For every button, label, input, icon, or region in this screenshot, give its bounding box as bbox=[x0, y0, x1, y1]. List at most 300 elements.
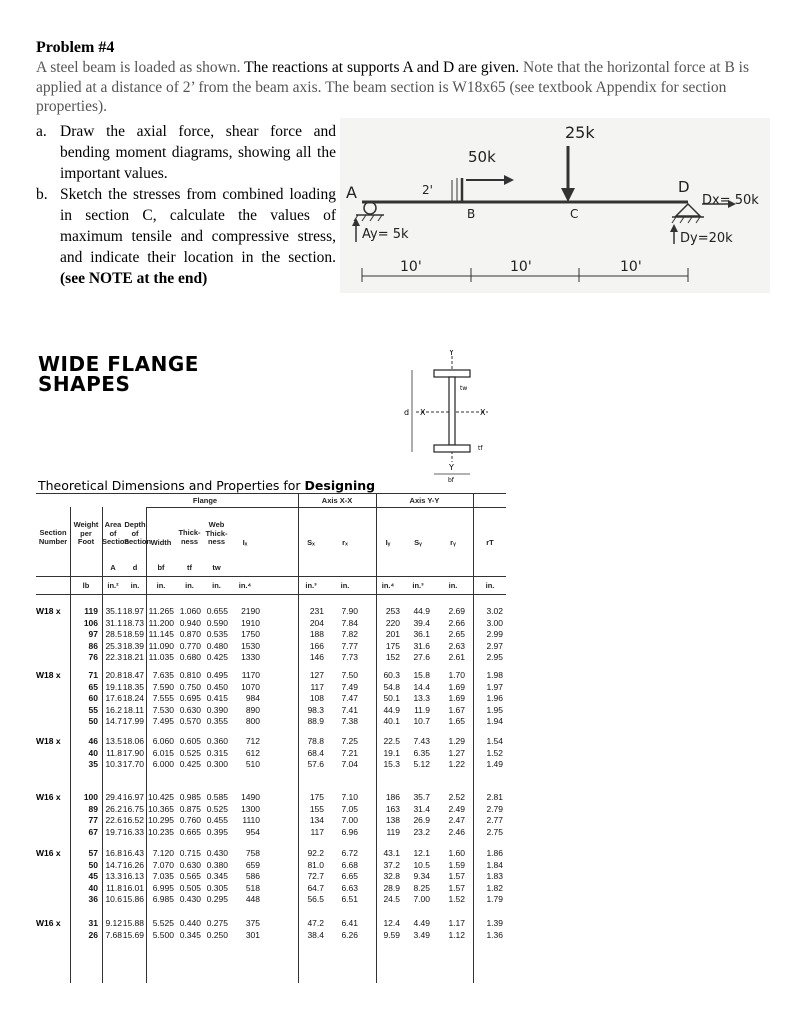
cell-rt: 1.96 bbox=[486, 693, 503, 703]
cell-flange-thickness: 0.940 bbox=[179, 617, 201, 628]
cell-area: 26.2 bbox=[105, 803, 122, 814]
cell-weight: 119 bbox=[84, 606, 98, 616]
cell-rt: 2.99 bbox=[486, 629, 503, 639]
cell-rx: 6.26 bbox=[341, 929, 358, 940]
unit-ix: in.⁴ bbox=[238, 581, 252, 590]
cell-sx: 47.2 bbox=[307, 918, 324, 928]
cell-rt: 1.83 bbox=[486, 871, 503, 881]
cell-area: 31.1 bbox=[105, 617, 122, 628]
cell-iy: 44.9 bbox=[383, 704, 400, 715]
cell-rt: 2.95 bbox=[486, 652, 503, 662]
cell-ry: 1.57 bbox=[448, 882, 465, 893]
cell-sy: 7.43 bbox=[413, 736, 430, 746]
cell-rx: 7.25 bbox=[341, 736, 358, 746]
cell-sx: 72.7 bbox=[307, 871, 324, 881]
cell-ix: 1530 bbox=[241, 640, 260, 651]
cell-web-thickness: 0.495 bbox=[206, 670, 228, 680]
cell-width: 11.090 bbox=[148, 640, 174, 651]
cell-width: 6.015 bbox=[152, 747, 174, 758]
cell-width: 11.145 bbox=[148, 629, 174, 639]
cell-area: 20.8 bbox=[105, 670, 122, 680]
cell-weight: 40 bbox=[88, 747, 98, 758]
wide-flange-section-figure bbox=[392, 350, 502, 485]
cell-depth: 17.70 bbox=[122, 759, 144, 769]
cell-weight: 45 bbox=[88, 871, 98, 881]
cell-weight: 55 bbox=[88, 704, 98, 715]
task-b-note: (see NOTE at the end) bbox=[60, 270, 208, 287]
cell-width: 7.530 bbox=[152, 704, 174, 715]
cell-ry: 2.65 bbox=[448, 629, 465, 639]
cell-ry: 2.46 bbox=[448, 826, 465, 837]
cell-rx: 6.51 bbox=[341, 894, 358, 904]
cell-ix: 1110 bbox=[242, 815, 260, 825]
intro-part-2: The reactions at supports A and D are given. bbox=[244, 59, 520, 76]
problem-statement bbox=[36, 38, 776, 117]
cell-ix: 448 bbox=[245, 894, 260, 904]
cell-rx: 6.68 bbox=[341, 859, 358, 870]
cell-depth: 18.24 bbox=[122, 693, 144, 703]
header-ix: Iₓ bbox=[242, 538, 248, 547]
cell-rx: 7.49 bbox=[341, 681, 358, 692]
section-figure-svg bbox=[392, 350, 502, 485]
cell-depth: 17.90 bbox=[122, 747, 144, 758]
cell-weight: 100 bbox=[83, 792, 98, 802]
cell-iy: 220 bbox=[385, 617, 400, 628]
column-rule bbox=[298, 493, 299, 983]
header-axis-yy: Axis Y-Y bbox=[409, 496, 440, 505]
cell-flange-thickness: 0.430 bbox=[179, 894, 201, 904]
cell-sx: 92.2 bbox=[307, 848, 324, 858]
cell-ix: 758 bbox=[245, 848, 260, 858]
cell-weight: 26 bbox=[88, 929, 98, 940]
cell-flange-thickness: 0.985 bbox=[179, 792, 201, 802]
cell-ix: 1300 bbox=[241, 803, 260, 814]
cell-web-thickness: 0.415 bbox=[206, 693, 228, 703]
cell-depth: 16.33 bbox=[122, 826, 144, 837]
cell-web-thickness: 0.395 bbox=[206, 826, 228, 837]
column-rule bbox=[146, 507, 147, 983]
cell-area: 9.12 bbox=[105, 918, 122, 928]
cell-rt: 1.94 bbox=[486, 716, 503, 726]
cell-flange-thickness: 1.060 bbox=[179, 606, 201, 616]
cell-flange-thickness: 0.680 bbox=[179, 652, 201, 662]
cell-iy: 253 bbox=[385, 606, 400, 616]
support-d-triangle bbox=[676, 204, 700, 216]
span-3-label: 10' bbox=[620, 259, 642, 275]
cell-width: 7.555 bbox=[152, 693, 174, 703]
task-list bbox=[36, 121, 336, 289]
cell-area: 10.3 bbox=[105, 759, 122, 769]
cell-iy: 37.2 bbox=[383, 859, 400, 870]
cell-ix: 890 bbox=[245, 704, 260, 715]
cell-area: 29.4 bbox=[105, 792, 122, 802]
cell-sx: 78.8 bbox=[307, 736, 324, 746]
cell-iy: 186 bbox=[385, 792, 400, 802]
cell-flange-thickness: 0.770 bbox=[179, 640, 201, 651]
cell-rt: 1.49 bbox=[486, 759, 503, 769]
cell-rx: 7.47 bbox=[341, 693, 358, 703]
cell-sx: 175 bbox=[309, 792, 324, 802]
task-b-text: Sketch the stresses from combined loading in section C, calculate the values of maximum tensile and compressive stress, and indicate their location in the section. bbox=[60, 186, 336, 266]
cell-iy: 163 bbox=[385, 803, 400, 814]
intro-part-1: A steel beam is loaded as shown. bbox=[36, 59, 241, 76]
span-2-label: 10' bbox=[510, 259, 532, 275]
cell-web-thickness: 0.480 bbox=[206, 640, 228, 651]
cell-width: 6.985 bbox=[152, 894, 174, 904]
cell-sx: 88.9 bbox=[307, 716, 324, 726]
fig-tw: tw bbox=[460, 385, 468, 392]
header-weight: Weight per Foot bbox=[73, 520, 99, 546]
cell-ry: 2.47 bbox=[448, 815, 465, 825]
cell-sx: 188 bbox=[309, 629, 324, 639]
unit-sx: in.³ bbox=[305, 581, 317, 590]
cell-iy: 32.8 bbox=[383, 871, 400, 881]
unit-ry: in. bbox=[448, 581, 458, 590]
cell-web-thickness: 0.355 bbox=[206, 716, 228, 726]
cell-rx: 6.41 bbox=[341, 918, 358, 928]
section-number: W18 x bbox=[36, 606, 61, 616]
cell-sy: 39.4 bbox=[413, 617, 430, 628]
symbol-bf: bf bbox=[157, 563, 165, 572]
cell-depth: 18.21 bbox=[122, 652, 144, 662]
cell-ix: 659 bbox=[245, 859, 260, 870]
cell-flange-thickness: 0.715 bbox=[179, 848, 201, 858]
header-axis-xx: Axis X-X bbox=[321, 496, 353, 505]
cell-flange-thickness: 0.565 bbox=[179, 871, 201, 881]
task-b bbox=[36, 184, 336, 289]
cell-rt: 1.54 bbox=[486, 736, 503, 746]
cell-ix: 510 bbox=[245, 759, 260, 769]
cell-sx: 134 bbox=[309, 815, 324, 825]
cell-rt: 2.81 bbox=[486, 792, 503, 802]
cell-sx: 127 bbox=[309, 670, 324, 680]
header-depth: Depth of Section bbox=[124, 520, 152, 546]
table-units-rule bbox=[36, 594, 506, 595]
cell-sy: 14.4 bbox=[413, 681, 430, 692]
cell-sx: 38.4 bbox=[307, 929, 324, 940]
cell-ix: 1070 bbox=[241, 681, 260, 692]
cell-area: 35.1 bbox=[105, 606, 122, 616]
cell-rt: 2.97 bbox=[486, 640, 503, 651]
unit-tw: in. bbox=[212, 581, 221, 590]
cell-web-thickness: 0.525 bbox=[206, 803, 228, 814]
top-flange bbox=[434, 370, 470, 377]
cell-weight: 40 bbox=[88, 882, 98, 893]
cell-rx: 7.04 bbox=[341, 759, 358, 769]
support-a-hatch bbox=[378, 215, 382, 221]
cell-depth: 16.75 bbox=[122, 803, 144, 814]
cell-web-thickness: 0.380 bbox=[206, 859, 228, 870]
cell-rx: 7.73 bbox=[341, 652, 358, 662]
header-rt: rT bbox=[486, 538, 494, 547]
cell-width: 11.035 bbox=[148, 652, 174, 662]
table-subtitle-bold: Designing bbox=[304, 478, 376, 493]
cell-iy: 24.5 bbox=[383, 894, 400, 904]
cell-depth: 18.11 bbox=[123, 704, 144, 715]
cell-ix: 375 bbox=[245, 918, 260, 928]
problem-title: Problem #4 bbox=[36, 39, 115, 56]
cell-rx: 7.41 bbox=[341, 704, 358, 715]
cell-ix: 2190 bbox=[241, 606, 260, 616]
support-d-hatch bbox=[680, 217, 684, 223]
reaction-dx-label: Dx= 50k bbox=[702, 193, 759, 208]
cell-ry: 1.57 bbox=[448, 871, 465, 881]
cell-width: 7.035 bbox=[152, 871, 174, 881]
cell-rx: 6.72 bbox=[341, 848, 358, 858]
cell-flange-thickness: 0.870 bbox=[179, 629, 201, 639]
cell-flange-thickness: 0.570 bbox=[179, 716, 201, 726]
offset-label: 2' bbox=[422, 183, 433, 197]
cell-ry: 2.49 bbox=[448, 803, 465, 814]
cell-area: 22.3 bbox=[105, 652, 122, 662]
cell-weight: 46 bbox=[88, 736, 98, 746]
cell-depth: 18.39 bbox=[122, 640, 144, 651]
cell-ry: 2.69 bbox=[448, 606, 465, 616]
cell-depth: 18.97 bbox=[122, 606, 144, 616]
cell-sy: 11.9 bbox=[414, 704, 430, 715]
cell-web-thickness: 0.275 bbox=[206, 918, 228, 928]
cell-width: 6.995 bbox=[152, 882, 174, 893]
cell-ry: 2.66 bbox=[448, 617, 465, 628]
cell-weight: 97 bbox=[88, 629, 98, 639]
task-a bbox=[36, 121, 336, 184]
cell-rx: 7.10 bbox=[341, 792, 358, 802]
table-subtitle-text: Theoretical Dimensions and Properties for bbox=[38, 478, 305, 493]
cell-depth: 18.73 bbox=[122, 617, 144, 628]
reaction-dy-label: Dy=20k bbox=[680, 231, 733, 246]
cell-width: 6.060 bbox=[152, 736, 174, 746]
beam-sketch bbox=[340, 118, 770, 293]
cell-sy: 6.35 bbox=[413, 747, 430, 758]
support-a-hatch bbox=[362, 215, 366, 221]
cell-sx: 231 bbox=[309, 606, 324, 616]
table-top-rule bbox=[36, 493, 506, 494]
reaction-ay-label: Ay= 5k bbox=[362, 227, 409, 242]
cell-sx: 117 bbox=[310, 826, 324, 837]
cell-weight: 35 bbox=[88, 759, 98, 769]
cell-flange-thickness: 0.875 bbox=[179, 803, 201, 814]
cell-rx: 6.65 bbox=[341, 871, 358, 881]
cell-weight: 71 bbox=[88, 670, 98, 680]
cell-sy: 31.4 bbox=[413, 803, 430, 814]
cell-rt: 1.36 bbox=[486, 929, 503, 940]
cell-width: 7.120 bbox=[152, 848, 174, 858]
cell-weight: 76 bbox=[88, 652, 98, 662]
load-b-arrowhead bbox=[504, 175, 514, 185]
cell-sy: 23.2 bbox=[413, 826, 430, 837]
cell-rt: 1.52 bbox=[486, 747, 503, 758]
cell-iy: 138 bbox=[385, 815, 400, 825]
cell-width: 10.425 bbox=[148, 792, 174, 802]
table-title bbox=[38, 354, 199, 394]
cell-rx: 7.00 bbox=[341, 815, 358, 825]
cell-sx: 56.5 bbox=[307, 894, 324, 904]
cell-sy: 10.7 bbox=[413, 716, 430, 726]
cell-depth: 15.69 bbox=[122, 929, 144, 940]
cell-rt: 3.00 bbox=[486, 617, 503, 628]
unit-area: in.² bbox=[107, 581, 119, 590]
cell-iy: 28.9 bbox=[383, 882, 400, 893]
cell-area: 7.68 bbox=[105, 929, 122, 940]
cell-depth: 16.43 bbox=[122, 848, 144, 858]
cell-ix: 984 bbox=[245, 693, 260, 703]
cell-area: 13.5 bbox=[105, 736, 122, 746]
header-area: Area of Section bbox=[102, 520, 130, 546]
cell-sy: 12.1 bbox=[413, 848, 430, 858]
cell-rt: 1.98 bbox=[486, 670, 503, 680]
cell-depth: 18.06 bbox=[122, 736, 144, 746]
cell-flange-thickness: 0.605 bbox=[179, 736, 201, 746]
unit-tf: in. bbox=[185, 581, 194, 590]
cell-width: 11.200 bbox=[148, 617, 174, 628]
cell-web-thickness: 0.450 bbox=[206, 681, 228, 692]
cell-sy: 36.1 bbox=[413, 629, 430, 639]
cell-ry: 1.27 bbox=[448, 747, 465, 758]
header-web-thickness: Web Thick- ness bbox=[205, 520, 228, 546]
load-c-arrowhead bbox=[561, 188, 575, 202]
cell-sy: 15.8 bbox=[413, 670, 430, 680]
cell-depth: 18.59 bbox=[122, 629, 144, 639]
section-number: W18 x bbox=[36, 736, 61, 746]
cell-web-thickness: 0.360 bbox=[206, 736, 228, 746]
cell-width: 6.000 bbox=[152, 759, 174, 769]
cell-area: 22.6 bbox=[105, 815, 122, 825]
cell-ry: 1.69 bbox=[448, 681, 465, 692]
fig-d: d bbox=[404, 408, 410, 417]
column-rule bbox=[376, 493, 377, 983]
header-rx: rₓ bbox=[342, 538, 348, 547]
beam-sketch-svg bbox=[340, 118, 770, 293]
cell-area: 11.8 bbox=[106, 882, 122, 893]
cell-ix: 954 bbox=[245, 826, 260, 837]
cell-web-thickness: 0.535 bbox=[206, 629, 228, 639]
cell-ix: 1910 bbox=[241, 617, 260, 628]
support-d-hatch bbox=[672, 217, 676, 223]
cell-web-thickness: 0.590 bbox=[206, 617, 228, 628]
cell-rx: 7.05 bbox=[341, 803, 358, 814]
cell-weight: 86 bbox=[88, 640, 98, 651]
cell-rt: 1.84 bbox=[486, 859, 503, 870]
cell-ix: 712 bbox=[245, 736, 260, 746]
cell-width: 5.500 bbox=[152, 929, 174, 940]
cell-rt: 1.86 bbox=[486, 848, 503, 858]
cell-ix: 1170 bbox=[241, 670, 260, 680]
cell-rt: 2.79 bbox=[486, 803, 503, 814]
header-width: Width bbox=[150, 538, 172, 547]
cell-depth: 16.01 bbox=[122, 882, 144, 893]
unit-width: in. bbox=[156, 581, 166, 590]
cell-weight: 106 bbox=[83, 617, 98, 628]
cell-rx: 7.82 bbox=[341, 629, 358, 639]
cell-area: 14.7 bbox=[105, 859, 122, 870]
cell-flange-thickness: 0.345 bbox=[179, 929, 201, 940]
cell-sx: 57.6 bbox=[307, 759, 324, 769]
cell-sx: 117 bbox=[310, 681, 324, 692]
cell-weight: 31 bbox=[88, 918, 98, 928]
cell-area: 19.1 bbox=[105, 681, 122, 692]
cell-iy: 15.3 bbox=[383, 759, 400, 769]
unit-rx: in. bbox=[340, 581, 350, 590]
cell-width: 7.495 bbox=[152, 716, 174, 726]
cell-width: 5.525 bbox=[152, 918, 174, 928]
cell-weight: 60 bbox=[88, 693, 98, 703]
cell-weight: 65 bbox=[88, 681, 98, 692]
section-number: W16 x bbox=[36, 792, 61, 802]
cell-iy: 119 bbox=[386, 826, 400, 837]
cell-iy: 40.1 bbox=[383, 716, 400, 726]
cell-rt: 1.97 bbox=[486, 681, 503, 692]
cell-ry: 1.65 bbox=[448, 716, 465, 726]
header-flange: Flange bbox=[192, 496, 218, 505]
cell-flange-thickness: 0.630 bbox=[179, 704, 201, 715]
header-ry: rᵧ bbox=[450, 538, 456, 547]
cell-ry: 1.67 bbox=[448, 704, 465, 715]
support-a-hatch bbox=[370, 215, 374, 221]
header-sx: Sₓ bbox=[307, 538, 315, 547]
cell-weight: 57 bbox=[88, 848, 98, 858]
cell-width: 10.295 bbox=[148, 815, 174, 825]
cell-area: 14.7 bbox=[105, 716, 122, 726]
fig-y-top: Y bbox=[449, 350, 454, 357]
problem-intro bbox=[36, 58, 776, 117]
unit-rt: in. bbox=[485, 581, 495, 590]
cell-flange-thickness: 0.760 bbox=[179, 815, 201, 825]
cell-rt: 1.79 bbox=[486, 894, 503, 904]
cell-flange-thickness: 0.695 bbox=[179, 693, 201, 703]
load-c-label: 25k bbox=[565, 123, 595, 142]
column-rule bbox=[102, 507, 103, 983]
cell-weight: 67 bbox=[88, 826, 98, 837]
section-number: W16 x bbox=[36, 918, 61, 928]
fig-bf: bf bbox=[448, 477, 454, 484]
cell-sx: 64.7 bbox=[307, 882, 324, 893]
cell-flange-thickness: 0.425 bbox=[179, 759, 201, 769]
cell-ry: 1.22 bbox=[448, 759, 465, 769]
cell-web-thickness: 0.430 bbox=[206, 848, 228, 858]
cell-ix: 586 bbox=[245, 871, 260, 881]
cell-sy: 9.34 bbox=[413, 871, 430, 881]
cell-weight: 89 bbox=[88, 803, 98, 814]
cell-ry: 1.17 bbox=[448, 918, 465, 928]
cell-area: 25.3 bbox=[105, 640, 122, 651]
cell-ry: 2.63 bbox=[448, 640, 465, 651]
cell-ix: 301 bbox=[245, 929, 260, 940]
cell-sx: 98.3 bbox=[307, 704, 324, 715]
cell-rx: 7.84 bbox=[341, 617, 358, 628]
load-b-label: 50k bbox=[468, 148, 496, 166]
task-a-text: Draw the axial force, shear force and bending moment diagrams, showing all the important values. bbox=[60, 123, 336, 182]
cell-sx: 81.0 bbox=[307, 859, 324, 870]
table-header-rule bbox=[36, 576, 506, 577]
cell-iy: 175 bbox=[385, 640, 400, 651]
cell-depth: 16.97 bbox=[122, 792, 144, 802]
cell-flange-thickness: 0.525 bbox=[179, 747, 201, 758]
cell-width: 7.070 bbox=[152, 859, 174, 870]
cell-weight: 50 bbox=[88, 859, 98, 870]
symbol-a: A bbox=[110, 563, 116, 572]
cell-rx: 7.21 bbox=[341, 747, 358, 758]
web bbox=[449, 377, 455, 445]
cell-area: 16.8 bbox=[105, 848, 122, 858]
symbol-tf: tf bbox=[187, 563, 192, 572]
cell-ry: 1.69 bbox=[448, 693, 465, 703]
cell-ix: 612 bbox=[245, 747, 260, 758]
table-title-line-1: WIDE FLANGE bbox=[38, 352, 199, 376]
cell-sy: 26.9 bbox=[413, 815, 430, 825]
cell-web-thickness: 0.455 bbox=[206, 815, 228, 825]
cell-sy: 7.00 bbox=[413, 894, 430, 904]
cell-ry: 1.60 bbox=[448, 848, 465, 858]
